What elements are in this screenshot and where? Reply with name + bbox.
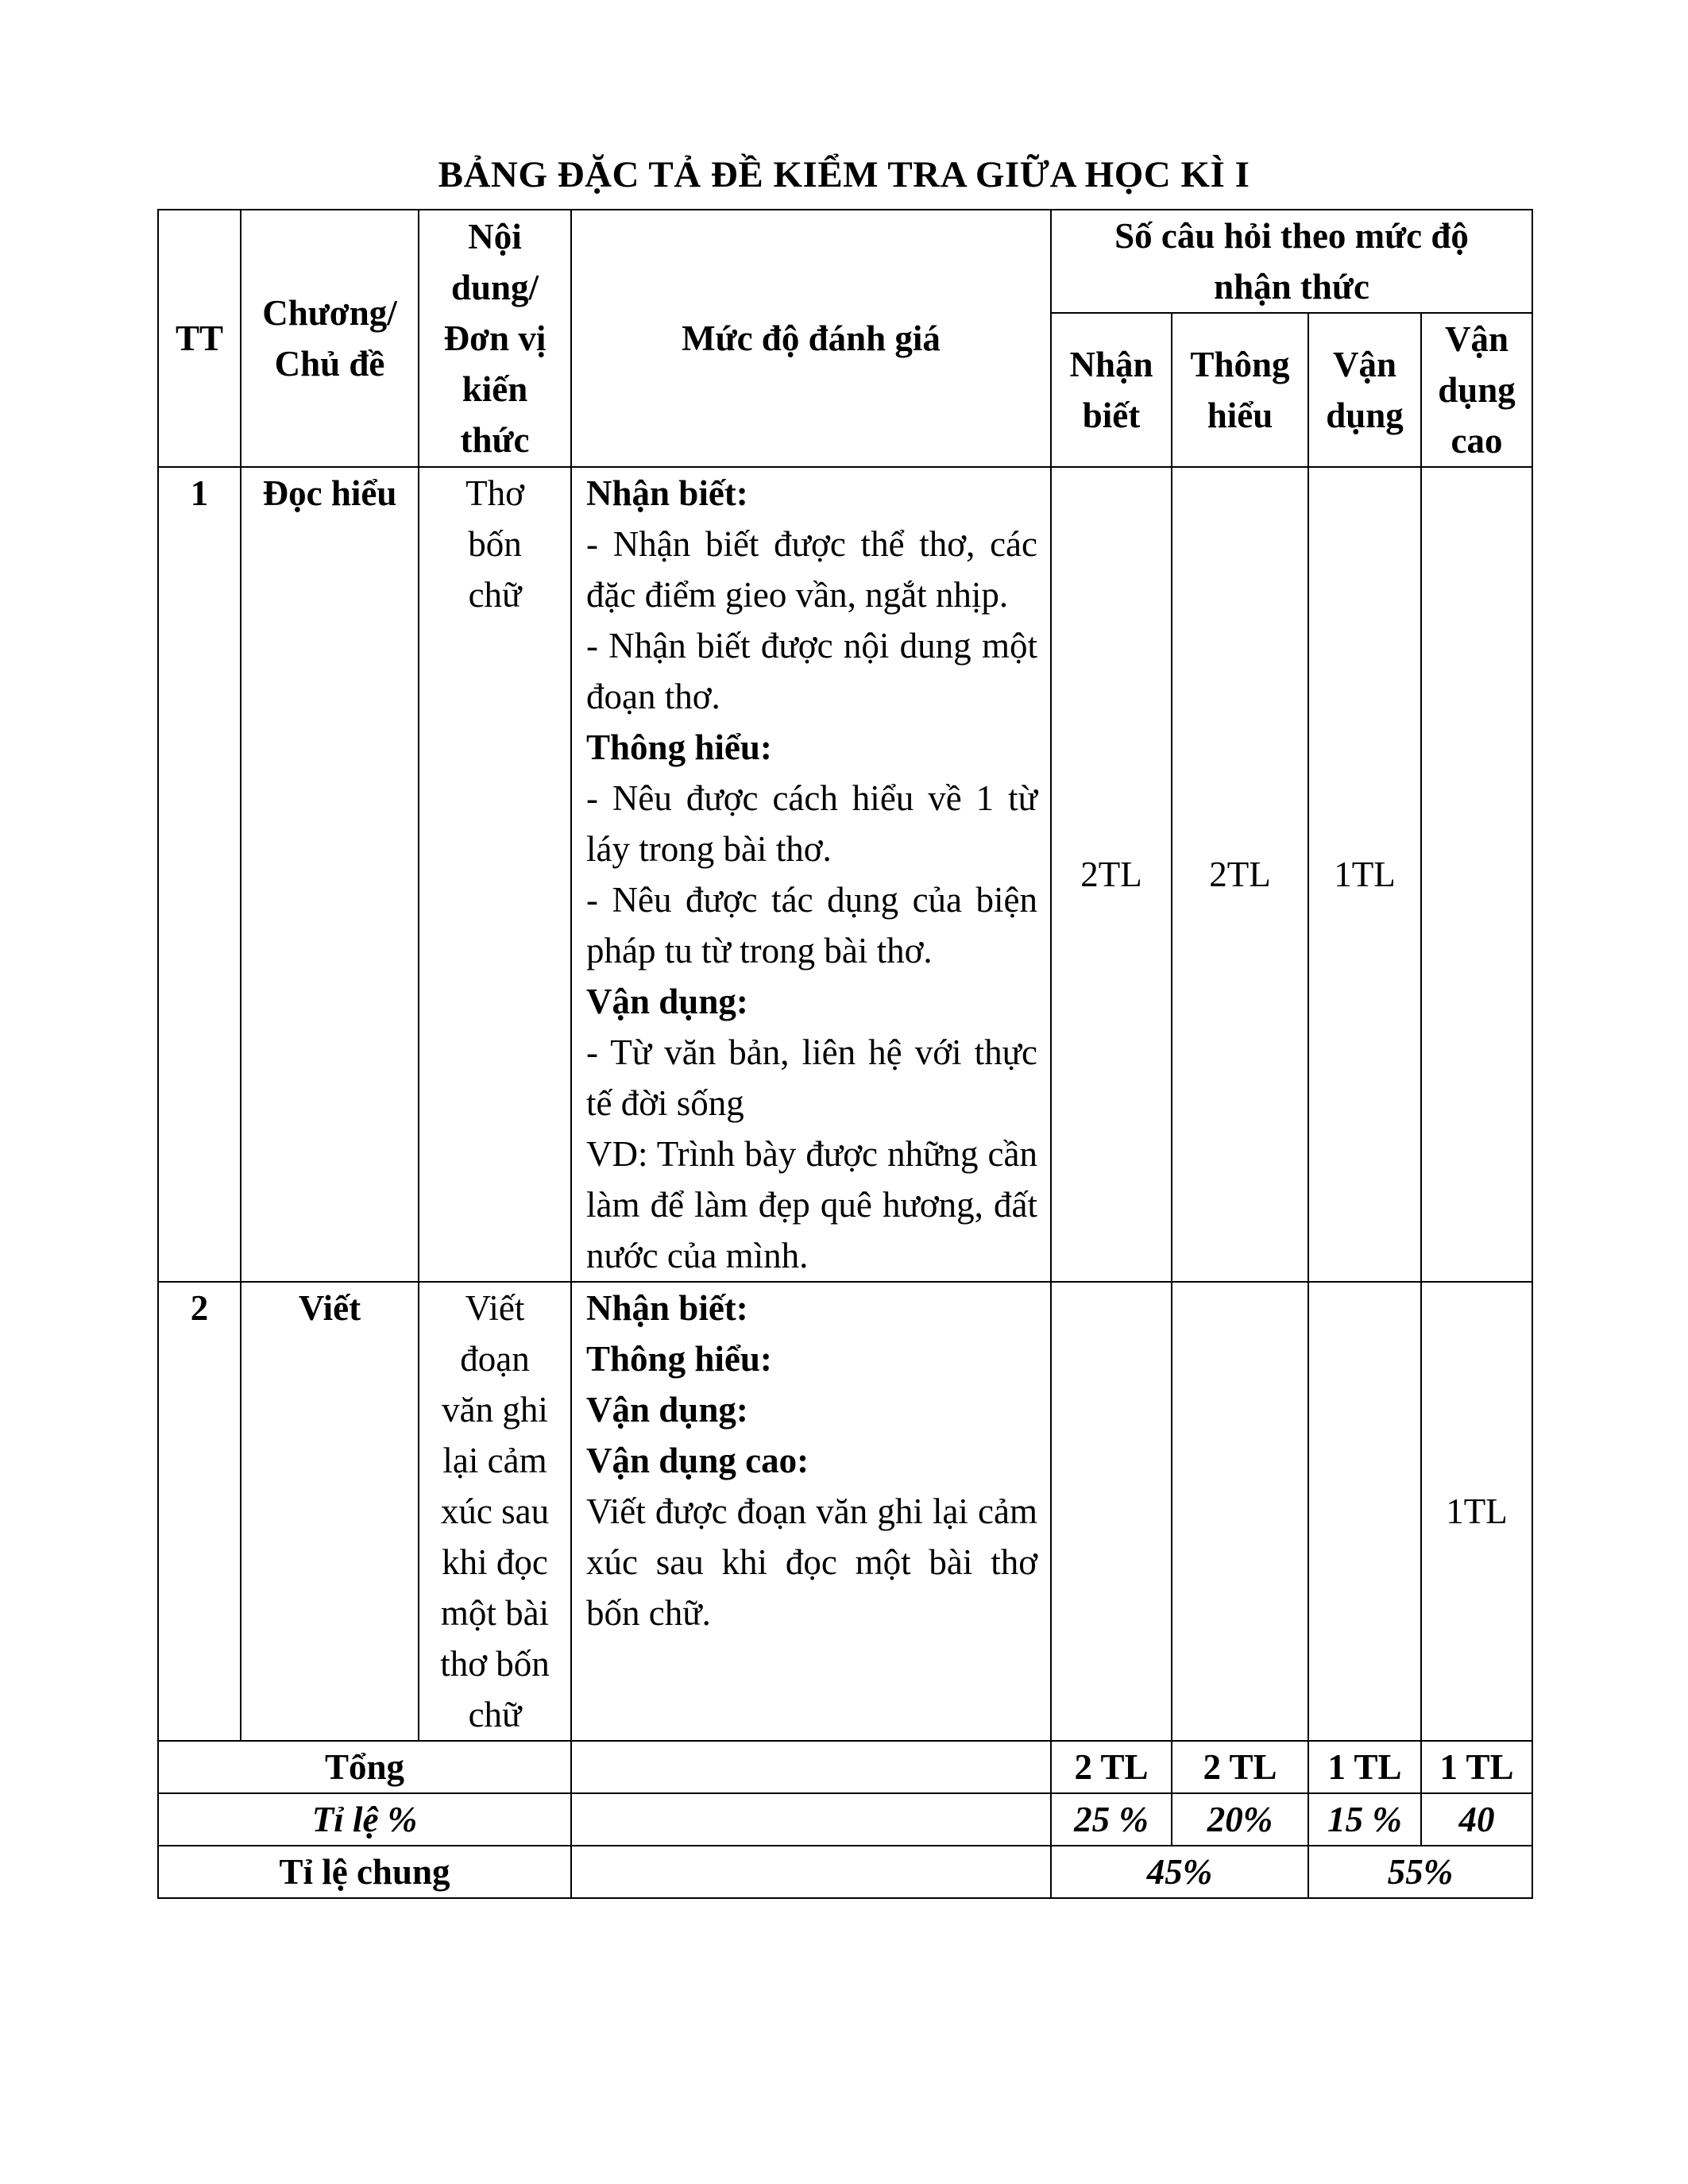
header-level-advanced-application: Vận dụng cao	[1421, 313, 1532, 467]
count-comprehension	[1172, 1282, 1308, 1741]
count-comprehension: 2TL	[1172, 467, 1308, 1282]
section-heading: Nhận biết:	[586, 1288, 748, 1328]
section-heading: Thông hiểu:	[586, 727, 772, 767]
table-row	[158, 1282, 1532, 1741]
section-line: Viết được đoạn văn ghi lại cảm xúc sau khi đọc một bài thơ bốn chữ.	[586, 1491, 1037, 1633]
row-tt: 1	[158, 467, 241, 1282]
specification-table	[157, 209, 1533, 1899]
row-chapter: Viết	[241, 1282, 419, 1741]
total-application: 1 TL	[1308, 1741, 1421, 1793]
section-heading: Thông hiểu:	[586, 1339, 772, 1379]
count-recognition	[1051, 1282, 1172, 1741]
row-assessment	[571, 1282, 1051, 1741]
header-tt: TT	[158, 210, 241, 467]
document-title: BẢNG ĐẶC TẢ ĐỀ KIỂM TRA GIỮA HỌC KÌ I	[438, 154, 1250, 195]
ratio-label: Tỉ lệ %	[158, 1793, 571, 1846]
ratio-advanced-application: 40	[1421, 1793, 1532, 1846]
header-assessment: Mức độ đánh giá	[571, 210, 1051, 467]
row-content: Viết đoạn văn ghi lại cảm xúc sau khi đọc một bài thơ bốn chữ	[419, 1282, 571, 1741]
section-heading: Vận dụng cao:	[586, 1441, 809, 1480]
total-label: Tổng	[158, 1741, 571, 1793]
ratio-row	[158, 1793, 1532, 1846]
section-heading: Vận dụng:	[586, 982, 748, 1021]
section-line: - Nhận biết được thể thơ, các đặc điểm gieo vần, ngắt nhịp.	[586, 524, 1037, 615]
ratio-empty-cell	[571, 1793, 1051, 1846]
header-content: Nội dung/ Đơn vị kiến thức	[419, 210, 571, 467]
section-heading: Vận dụng:	[586, 1390, 748, 1430]
header-questions-group: Số câu hỏi theo mức độ nhận thức	[1051, 210, 1532, 313]
section-line: - Nêu được tác dụng của biện pháp tu từ trong bài thơ.	[586, 880, 1037, 970]
total-empty-cell	[571, 1741, 1051, 1793]
header-level-recognition: Nhận biết	[1051, 313, 1172, 467]
header-chapter: Chương/ Chủ đề	[241, 210, 419, 467]
count-application: 1TL	[1308, 467, 1421, 1282]
common-ratio-application: 55%	[1308, 1846, 1532, 1898]
section-heading: Nhận biết:	[586, 473, 748, 513]
section-line: - Nêu được cách hiểu về 1 từ láy trong bài thơ.	[586, 778, 1037, 869]
total-row	[158, 1741, 1532, 1793]
row-content: Thơ bốn chữ	[419, 467, 571, 1282]
ratio-recognition: 25 %	[1051, 1793, 1172, 1846]
row-chapter: Đọc hiểu	[241, 467, 419, 1282]
section-line: - Nhận biết được nội dung một đoạn thơ.	[586, 626, 1037, 716]
count-advanced-application	[1421, 467, 1532, 1282]
row-assessment	[571, 467, 1051, 1282]
header-level-application: Vận dụng	[1308, 313, 1421, 467]
count-advanced-application: 1TL	[1421, 1282, 1532, 1741]
common-ratio-row	[158, 1846, 1532, 1898]
header-level-comprehension: Thông hiểu	[1172, 313, 1308, 467]
section-line: - Từ văn bản, liên hệ với thực tế đời sống	[586, 1032, 1037, 1123]
ratio-comprehension: 20%	[1172, 1793, 1308, 1846]
common-ratio-empty-cell	[571, 1846, 1051, 1898]
header-row-1	[158, 210, 1532, 313]
common-ratio-recognition-comprehension: 45%	[1051, 1846, 1308, 1898]
total-recognition: 2 TL	[1051, 1741, 1172, 1793]
total-comprehension: 2 TL	[1172, 1741, 1308, 1793]
common-ratio-label: Tỉ lệ chung	[158, 1846, 571, 1898]
count-recognition: 2TL	[1051, 467, 1172, 1282]
count-application	[1308, 1282, 1421, 1741]
section-line: VD: Trình bày được những cần làm để làm đẹp quê hương, đất nước của mình.	[586, 1134, 1037, 1275]
row-tt: 2	[158, 1282, 241, 1741]
table-row	[158, 467, 1532, 1282]
ratio-application: 15 %	[1308, 1793, 1421, 1846]
total-advanced-application: 1 TL	[1421, 1741, 1532, 1793]
